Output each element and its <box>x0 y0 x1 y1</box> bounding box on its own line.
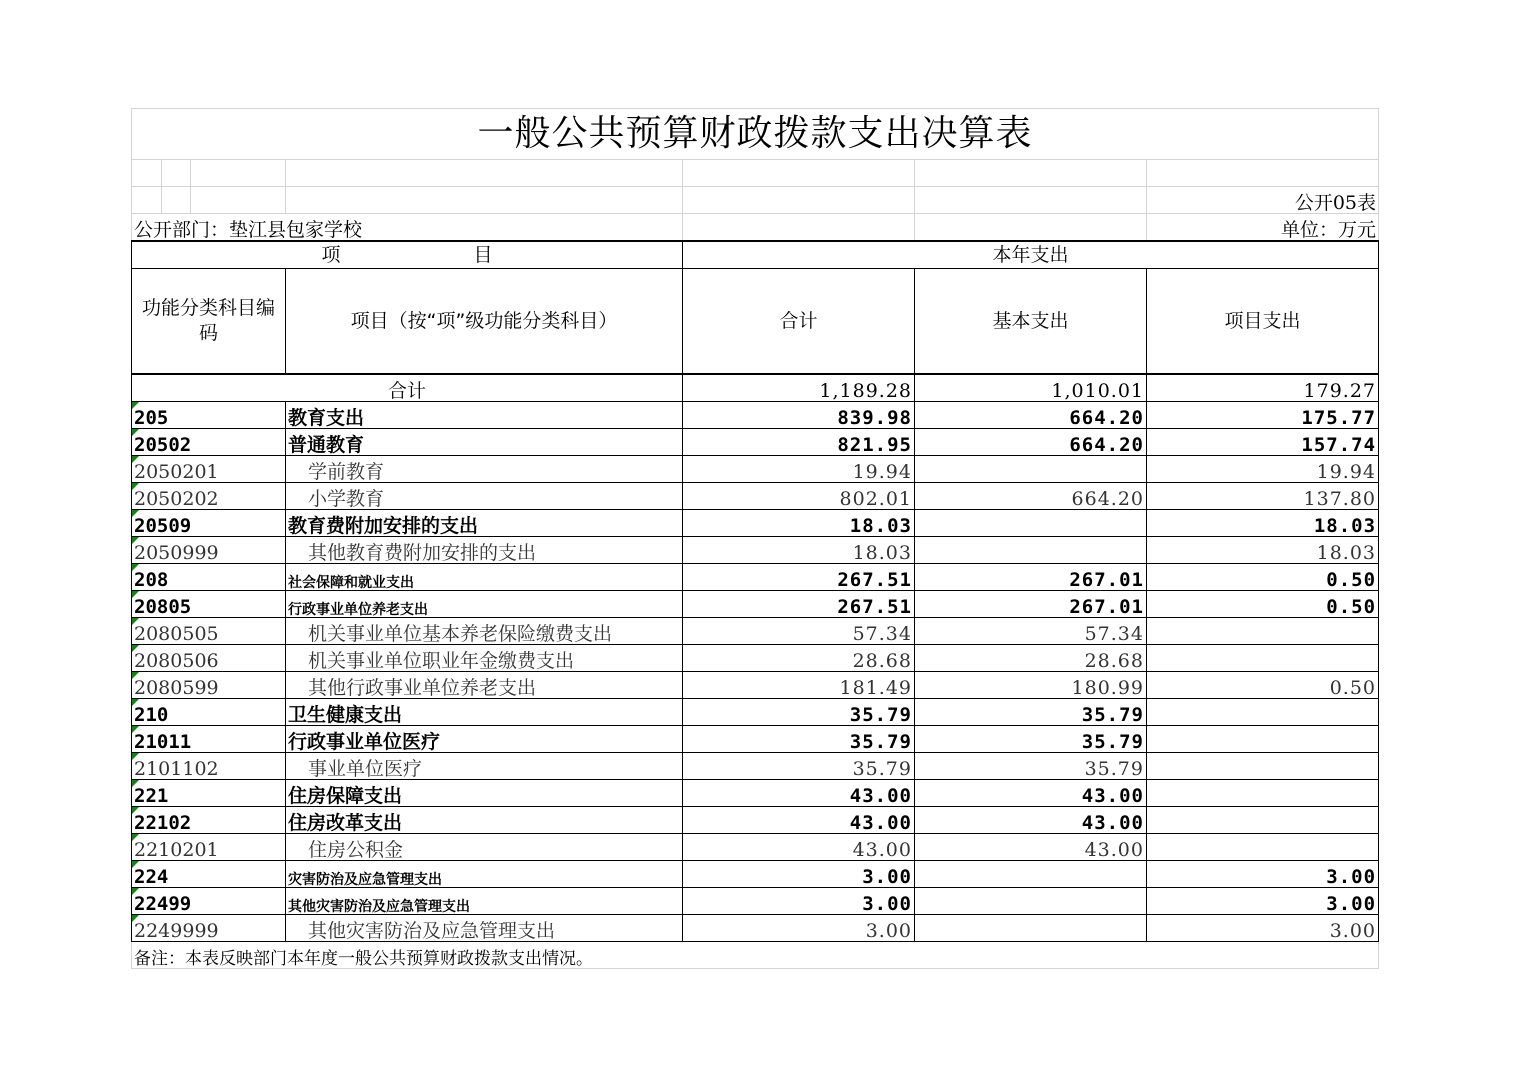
row-code-text: 210 <box>134 704 169 726</box>
row-code <box>132 834 286 861</box>
row-name: 其他灾害防治及应急管理支出 <box>286 915 683 942</box>
row-total: 3.00 <box>683 888 915 915</box>
row-project <box>1147 726 1379 753</box>
row-basic: 267.01 <box>915 591 1147 618</box>
page-title: 一般公共预算财政拨款支出决算表 <box>132 109 1379 160</box>
row-total: 43.00 <box>683 807 915 834</box>
row-project <box>1147 753 1379 780</box>
table-row <box>132 645 1379 672</box>
row-total: 181.49 <box>683 672 915 699</box>
row-basic: 664.20 <box>915 429 1147 456</box>
cell-marker-icon <box>132 483 139 490</box>
cell-marker-icon <box>132 618 139 625</box>
row-code <box>132 888 286 915</box>
row-project: 18.03 <box>1147 510 1379 537</box>
row-name: 学前教育 <box>286 456 683 483</box>
cell-marker-icon <box>132 456 139 463</box>
row-total: 35.79 <box>683 753 915 780</box>
row-total: 18.03 <box>683 510 915 537</box>
row-code <box>132 915 286 942</box>
cell-marker-icon <box>132 537 139 544</box>
row-project <box>1147 780 1379 807</box>
row-code <box>132 699 286 726</box>
row-code <box>132 645 286 672</box>
table-row <box>132 429 1379 456</box>
row-basic: 664.20 <box>915 483 1147 510</box>
row-code <box>132 402 286 429</box>
cell-marker-icon <box>132 699 139 706</box>
row-name: 教育支出 <box>286 402 683 429</box>
row-basic: 35.79 <box>915 699 1147 726</box>
cell-marker-icon <box>132 726 139 733</box>
row-project: 18.03 <box>1147 537 1379 564</box>
row-name: 普通教育 <box>286 429 683 456</box>
row-code-text: 221 <box>134 785 169 807</box>
row-basic: 267.01 <box>915 564 1147 591</box>
table-row <box>132 510 1379 537</box>
table-row <box>132 699 1379 726</box>
table-row <box>132 726 1379 753</box>
expenditure-table <box>131 108 1379 969</box>
row-name: 住房公积金 <box>286 834 683 861</box>
department-label: 公开部门：垫江县包家学校 <box>132 214 683 242</box>
row-name: 机关事业单位基本养老保险缴费支出 <box>286 618 683 645</box>
row-code <box>132 672 286 699</box>
row-code-text: 20502 <box>134 434 192 456</box>
row-code-text: 21011 <box>134 731 192 753</box>
row-total: 3.00 <box>683 861 915 888</box>
row-code <box>132 861 286 888</box>
row-code-text: 2050201 <box>134 461 219 483</box>
row-code-text: 2080505 <box>134 623 219 645</box>
row-code-text: 2080599 <box>134 677 219 699</box>
row-basic: 57.34 <box>915 618 1147 645</box>
row-code-text: 2080506 <box>134 650 219 672</box>
row-name: 住房改革支出 <box>286 807 683 834</box>
row-code <box>132 618 286 645</box>
row-code <box>132 510 286 537</box>
cell-marker-icon <box>132 753 139 760</box>
name-column-header: 项目（按“项”级功能分类科目） <box>286 269 683 375</box>
table-row <box>132 780 1379 807</box>
spreadsheet <box>131 108 1378 968</box>
row-project: 137.80 <box>1147 483 1379 510</box>
row-code <box>132 564 286 591</box>
row-total: 18.03 <box>683 537 915 564</box>
row-name: 机关事业单位职业年金缴费支出 <box>286 645 683 672</box>
row-project: 19.94 <box>1147 456 1379 483</box>
cell-marker-icon <box>132 780 139 787</box>
row-project <box>1147 699 1379 726</box>
row-code <box>132 456 286 483</box>
row-total: 43.00 <box>683 834 915 861</box>
row-total: 839.98 <box>683 402 915 429</box>
row-total: 57.34 <box>683 618 915 645</box>
row-code <box>132 483 286 510</box>
row-name: 卫生健康支出 <box>286 699 683 726</box>
total-amount: 1,189.28 <box>683 374 915 402</box>
row-project: 3.00 <box>1147 915 1379 942</box>
row-code-text: 22499 <box>134 893 192 915</box>
row-name: 其他灾害防治及应急管理支出 <box>286 888 683 915</box>
cell-marker-icon <box>132 564 139 571</box>
basic-column-header: 基本支出 <box>915 269 1147 375</box>
table-row <box>132 861 1379 888</box>
row-basic <box>915 888 1147 915</box>
footnote: 备注：本表反映部门本年度一般公共预算财政拨款支出情况。 <box>132 942 1379 969</box>
table-row <box>132 483 1379 510</box>
row-project: 0.50 <box>1147 591 1379 618</box>
cell-marker-icon <box>132 834 139 841</box>
row-basic: 35.79 <box>915 726 1147 753</box>
row-name: 小学教育 <box>286 483 683 510</box>
row-code-text: 2101102 <box>134 758 219 780</box>
row-basic: 43.00 <box>915 834 1147 861</box>
row-code <box>132 591 286 618</box>
row-name: 灾害防治及应急管理支出 <box>286 861 683 888</box>
cell-marker-icon <box>132 510 139 517</box>
row-name: 其他教育费附加安排的支出 <box>286 537 683 564</box>
total-basic: 1,010.01 <box>915 374 1147 402</box>
row-project <box>1147 834 1379 861</box>
cell-marker-icon <box>132 888 139 895</box>
row-code <box>132 780 286 807</box>
row-basic <box>915 456 1147 483</box>
row-total: 43.00 <box>683 780 915 807</box>
row-name: 行政事业单位医疗 <box>286 726 683 753</box>
row-basic <box>915 537 1147 564</box>
total-row <box>132 374 1379 402</box>
table-row <box>132 672 1379 699</box>
table-row <box>132 888 1379 915</box>
table-row <box>132 915 1379 942</box>
cell-marker-icon <box>132 591 139 598</box>
cell-marker-icon <box>132 402 139 409</box>
row-basic <box>915 510 1147 537</box>
row-code-text: 2050999 <box>134 542 219 564</box>
total-project: 179.27 <box>1147 374 1379 402</box>
table-row <box>132 834 1379 861</box>
row-project: 157.74 <box>1147 429 1379 456</box>
code-column-header: 功能分类科目编码 <box>132 269 286 375</box>
row-project: 0.50 <box>1147 564 1379 591</box>
table-row <box>132 402 1379 429</box>
row-code <box>132 429 286 456</box>
row-name: 住房保障支出 <box>286 780 683 807</box>
cell-marker-icon <box>132 807 139 814</box>
row-basic: 35.79 <box>915 753 1147 780</box>
row-code <box>132 726 286 753</box>
row-project <box>1147 645 1379 672</box>
row-name: 事业单位医疗 <box>286 753 683 780</box>
table-row <box>132 591 1379 618</box>
row-code-text: 205 <box>134 407 169 429</box>
row-total: 35.79 <box>683 726 915 753</box>
row-code-text: 208 <box>134 569 169 591</box>
row-basic: 43.00 <box>915 807 1147 834</box>
row-code <box>132 537 286 564</box>
row-total: 35.79 <box>683 699 915 726</box>
total-label: 合计 <box>132 374 683 402</box>
row-basic <box>915 861 1147 888</box>
row-code-text: 20509 <box>134 515 192 537</box>
row-code-text: 20805 <box>134 596 192 618</box>
row-code-text: 2210201 <box>134 839 219 861</box>
row-code-text: 2249999 <box>134 920 219 942</box>
row-total: 821.95 <box>683 429 915 456</box>
row-name: 教育费附加安排的支出 <box>286 510 683 537</box>
row-total: 28.68 <box>683 645 915 672</box>
project-column-header: 项目支出 <box>1147 269 1379 375</box>
table-row <box>132 564 1379 591</box>
row-total: 267.51 <box>683 564 915 591</box>
table-row <box>132 537 1379 564</box>
cell-marker-icon <box>132 672 139 679</box>
table-row <box>132 618 1379 645</box>
cell-marker-icon <box>132 915 139 922</box>
row-code <box>132 807 286 834</box>
row-basic: 28.68 <box>915 645 1147 672</box>
row-total: 3.00 <box>683 915 915 942</box>
table-row <box>132 753 1379 780</box>
row-project: 175.77 <box>1147 402 1379 429</box>
unit-label: 单位：万元 <box>1147 214 1379 242</box>
total-column-header: 合计 <box>683 269 915 375</box>
row-project <box>1147 807 1379 834</box>
row-project: 3.00 <box>1147 888 1379 915</box>
row-total: 19.94 <box>683 456 915 483</box>
table-row <box>132 456 1379 483</box>
cell-marker-icon <box>132 429 139 436</box>
cell-marker-icon <box>132 645 139 652</box>
cell-marker-icon <box>132 861 139 868</box>
row-total: 802.01 <box>683 483 915 510</box>
row-basic <box>915 915 1147 942</box>
row-code-text: 224 <box>134 866 169 888</box>
row-basic: 664.20 <box>915 402 1147 429</box>
row-code-text: 2050202 <box>134 488 219 510</box>
row-name: 社会保障和就业支出 <box>286 564 683 591</box>
row-project <box>1147 618 1379 645</box>
year-expense-header: 本年支出 <box>683 241 1379 269</box>
row-name: 行政事业单位养老支出 <box>286 591 683 618</box>
item-group-header: 项 目 <box>132 241 683 269</box>
row-basic: 43.00 <box>915 780 1147 807</box>
row-basic: 180.99 <box>915 672 1147 699</box>
row-name: 其他行政事业单位养老支出 <box>286 672 683 699</box>
table-row <box>132 807 1379 834</box>
row-project: 3.00 <box>1147 861 1379 888</box>
form-number: 公开05表 <box>1147 187 1379 214</box>
row-total: 267.51 <box>683 591 915 618</box>
row-code-text: 22102 <box>134 812 192 834</box>
row-project: 0.50 <box>1147 672 1379 699</box>
row-code <box>132 753 286 780</box>
